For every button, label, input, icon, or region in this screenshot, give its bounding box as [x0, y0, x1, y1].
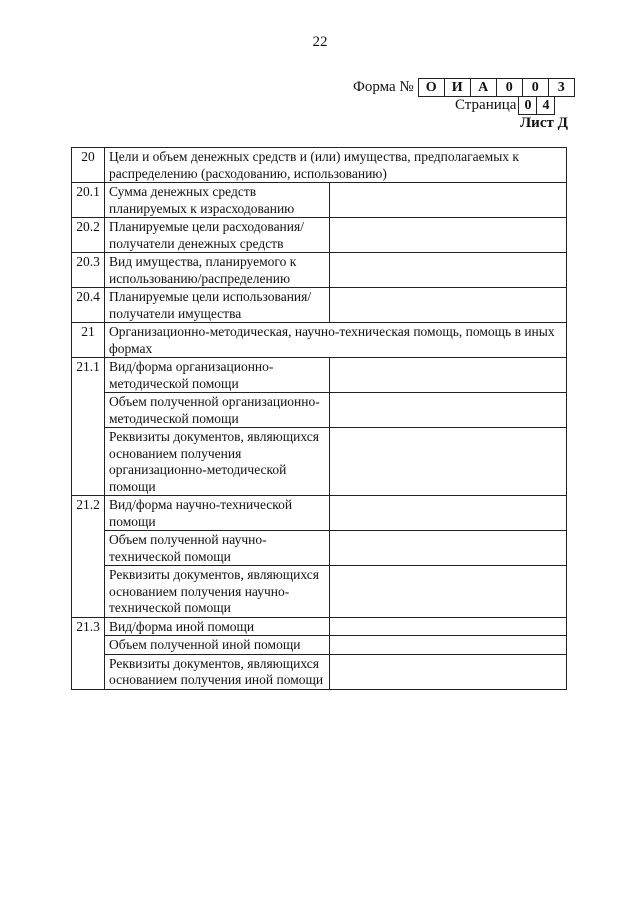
table-row — [72, 218, 567, 253]
field-label: Вид имущества, планируемого к использованию/распределению — [105, 253, 330, 288]
form-code-cell: И — [445, 78, 471, 97]
table-row — [72, 183, 567, 218]
field-value-cell[interactable] — [330, 654, 567, 689]
table-row — [72, 654, 567, 689]
table-row — [72, 148, 567, 183]
form-code-cell: 0 — [523, 78, 549, 97]
page-digit-cell: 4 — [537, 96, 555, 115]
form-code-cell: 0 — [497, 78, 523, 97]
field-value-cell[interactable] — [330, 617, 567, 636]
table-row — [72, 636, 567, 655]
row-number-spacer — [72, 566, 105, 618]
table-row — [72, 323, 567, 358]
field-value-cell[interactable] — [330, 496, 567, 531]
form-code-cells — [418, 78, 575, 97]
table-row — [72, 531, 567, 566]
field-value-cell[interactable] — [330, 531, 567, 566]
row-number-spacer — [72, 636, 105, 655]
field-value-cell[interactable] — [330, 566, 567, 618]
table-row — [72, 566, 567, 618]
section-header: Организационно-методическая, научно-техническая помощь, помощь в иных формах — [105, 323, 567, 358]
field-value-cell[interactable] — [330, 393, 567, 428]
field-value-cell[interactable] — [330, 428, 567, 496]
row-number: 21.2 — [72, 496, 105, 531]
row-number: 20 — [72, 148, 105, 183]
field-value-cell[interactable] — [330, 358, 567, 393]
field-label: Реквизиты документов, являющихся основанием получения научно-технической помощи — [105, 566, 330, 618]
row-number: 21.3 — [72, 617, 105, 636]
field-label: Объем полученной иной помощи — [105, 636, 330, 655]
page-indicator-label: Страница — [455, 96, 517, 113]
section-header: Цели и объем денежных средств и (или) имущества, предполагаемых к распределению (расходованию, использованию) — [105, 148, 567, 183]
field-value-cell[interactable] — [330, 636, 567, 655]
field-label: Объем полученной организационно-методической помощи — [105, 393, 330, 428]
field-label: Сумма денежных средств планируемых к израсходованию — [105, 183, 330, 218]
field-label: Вид/форма научно-технической помощи — [105, 496, 330, 531]
row-number: 20.4 — [72, 288, 105, 323]
page-digit-cells — [518, 96, 555, 115]
field-value-cell[interactable] — [330, 288, 567, 323]
table-row — [72, 358, 567, 393]
field-label: Планируемые цели расходования/получатели денежных средств — [105, 218, 330, 253]
row-number-spacer — [72, 393, 105, 428]
page-indicator — [455, 96, 555, 114]
form-code-cell: О — [418, 78, 445, 97]
page-digit-cell: 0 — [518, 96, 537, 115]
form-number-label: Форма № — [353, 78, 414, 95]
page-number: 22 — [312, 34, 328, 50]
field-value-cell[interactable] — [330, 218, 567, 253]
table-row — [72, 428, 567, 496]
field-label: Вид/форма организационно-методической помощи — [105, 358, 330, 393]
row-number: 20.3 — [72, 253, 105, 288]
field-label: Вид/форма иной помощи — [105, 617, 330, 636]
table-row — [72, 393, 567, 428]
table-row — [72, 288, 567, 323]
table-row — [72, 496, 567, 531]
row-number-spacer — [72, 428, 105, 496]
field-value-cell[interactable] — [330, 183, 567, 218]
field-label: Планируемые цели использования/получатели имущества — [105, 288, 330, 323]
table-row — [72, 253, 567, 288]
field-value-cell[interactable] — [330, 253, 567, 288]
form-code-cell: 3 — [549, 78, 575, 97]
row-number: 20.2 — [72, 218, 105, 253]
form-number — [353, 78, 575, 96]
form-table — [71, 147, 567, 690]
row-number: 21.1 — [72, 358, 105, 393]
row-number: 21 — [72, 323, 105, 358]
form-code-cell: А — [471, 78, 497, 97]
row-number-spacer — [72, 654, 105, 689]
table-row — [72, 617, 567, 636]
field-label: Реквизиты документов, являющихся основанием получения организационно-методической помощи — [105, 428, 330, 496]
field-label: Объем полученной научно-технической помощи — [105, 531, 330, 566]
row-number-spacer — [72, 531, 105, 566]
row-number: 20.1 — [72, 183, 105, 218]
sheet-label: Лист Д — [520, 115, 568, 131]
field-label: Реквизиты документов, являющихся основанием получения иной помощи — [105, 654, 330, 689]
